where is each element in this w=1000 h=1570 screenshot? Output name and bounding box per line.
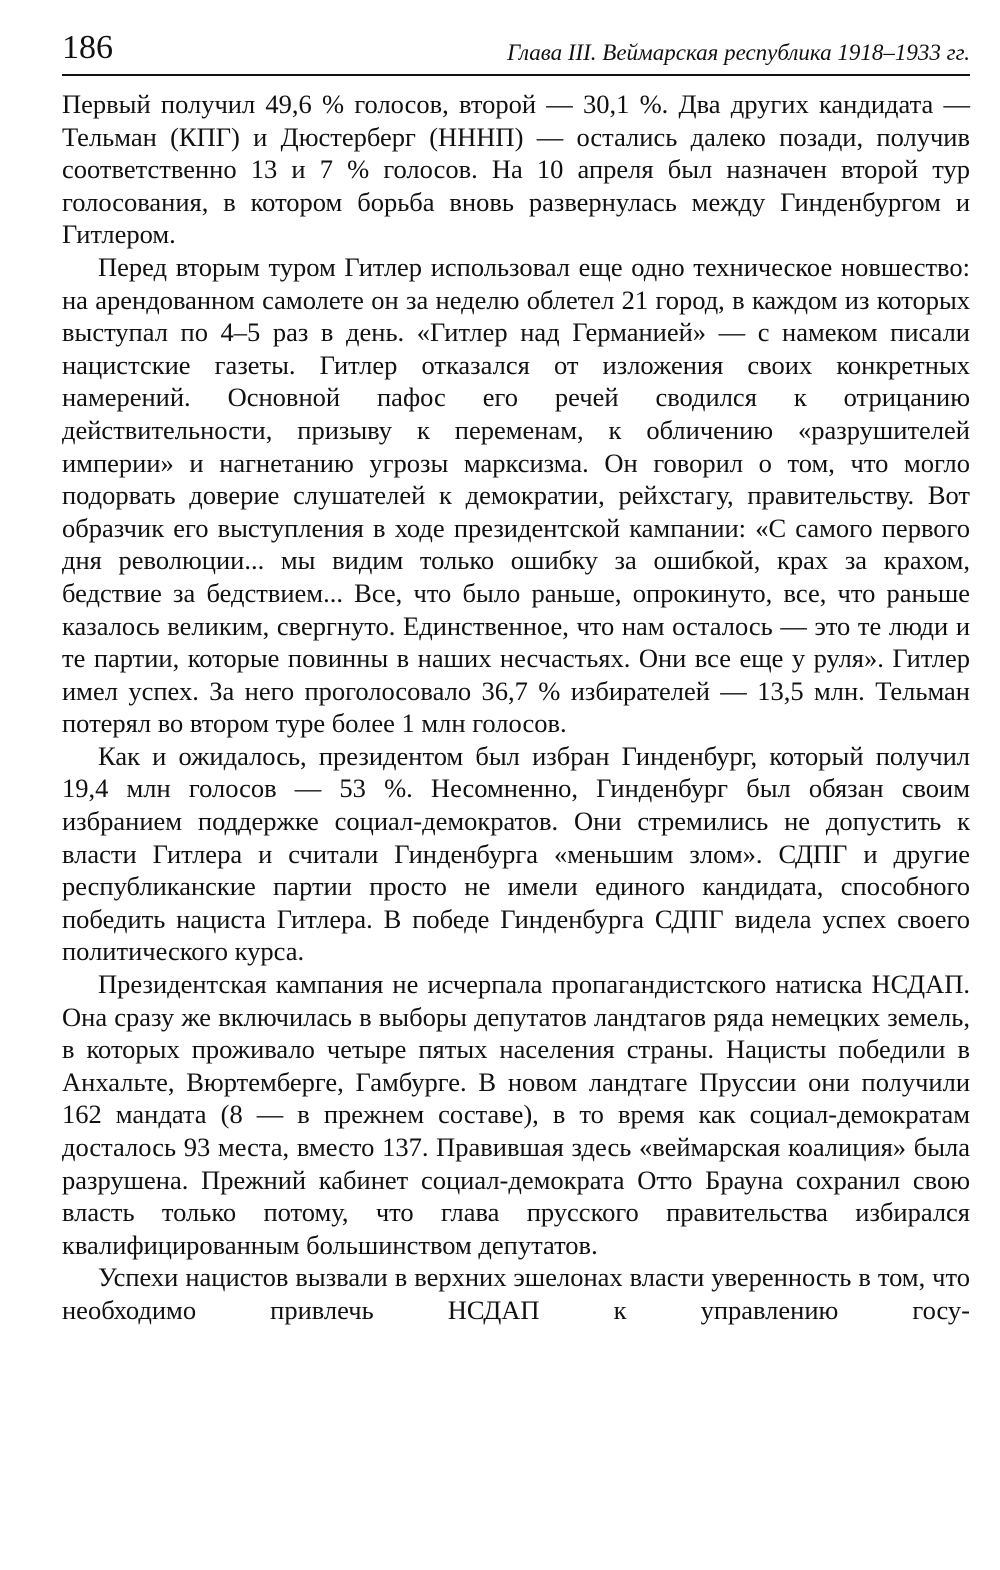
book-page — [62, 28, 970, 1327]
paragraph-5: Успехи нацистов вызвали в верхних эшелонах власти уверенность в том, что необходимо привлечь НСДАП к управлению госу- — [62, 1262, 970, 1325]
chapter-title: Глава III. Веймарская республика 1918–1933 гг. — [507, 40, 970, 65]
paragraph-1: Первый получил 49,6 % голосов, второй — 30,1 %. Два других кандидата — Тельман (КПГ) и Дюстерберг (НННП) — остались далеко позади, получив соответственно 13 и 7 % голосов. На 10 апреля был назначен второй тур голосования, в котором борьба вновь развернулась между Гинденбургом и Гитлером. — [62, 89, 970, 250]
page-number: 186 — [62, 29, 113, 66]
paragraph-3: Как и ожидалось, президентом был избран Гинденбург, который получил 19,4 млн голосов — 53 %. Несомненно, Гинденбург был обязан своим избранием поддержке социал-демократов. Они стремились не допустить к власти Гитлера и считали Гинденбурга «меньшим злом». СДПГ и другие республиканские партии просто не имели единого кандидата, способного победить нациста Гитлера. В победе Гинденбурга СДПГ видела успех своего политического курса. — [62, 740, 970, 967]
running-header — [62, 28, 970, 76]
paragraph-2: Перед вторым туром Гитлер использовал еще одно техническое новшество: на арендованном самолете он за неделю облетел 21 город, в каждом из которых выступал по 4–5 раз в день. «Гитлер над Германией» — с намеком писали нацистские газеты. Гитлер отказался от изложения своих конкретных намерений. Основной пафос его речей сводился к отрицанию действительности, призыву к переменам, к обличению «разрушителей империи» и нагнетанию угрозы марксизма. Он говорил о том, что могло подорвать доверие слушателей к демократии, рейхстагу, правительству. Вот образчик его выступления в ходе президентской кампании: «С самого первого дня революции... мы видим только ошибку за ошибкой, крах за крахом, бедствие за бедствием... Все, что было раньше, опрокинуто, все, что раньше казалось великим, свергнуто. Единственное, что нам осталось — это те люди и те партии, которые повинны в наших несчастьях. Они все еще у руля». Гитлер имел успех. За него проголосовало 36,7 % избирателей — 13,5 млн. Тельман потерял во втором туре более 1 млн голосов. — [62, 251, 970, 739]
body-text — [62, 88, 970, 1327]
paragraph-4: Президентская кампания не исчерпала пропагандистского натиска НСДАП. Она сразу же включилась в выборы депутатов ландтагов ряда немецких земель, в которых проживало четыре пятых населения страны. Нацисты победили в Анхальте, Вюртемберге, Гамбурге. В новом ландтаге Пруссии они получили 162 мандата (8 — в прежнем составе), в то время как социал-демократам досталось 93 места, вместо 137. Правившая здесь «веймарская коалиция» была разрушена. Прежний кабинет социал-демократа Отто Брауна сохранил свою власть только потому, что глава прусского правительства избирался квалифицированным большинством депутатов. — [62, 969, 970, 1260]
